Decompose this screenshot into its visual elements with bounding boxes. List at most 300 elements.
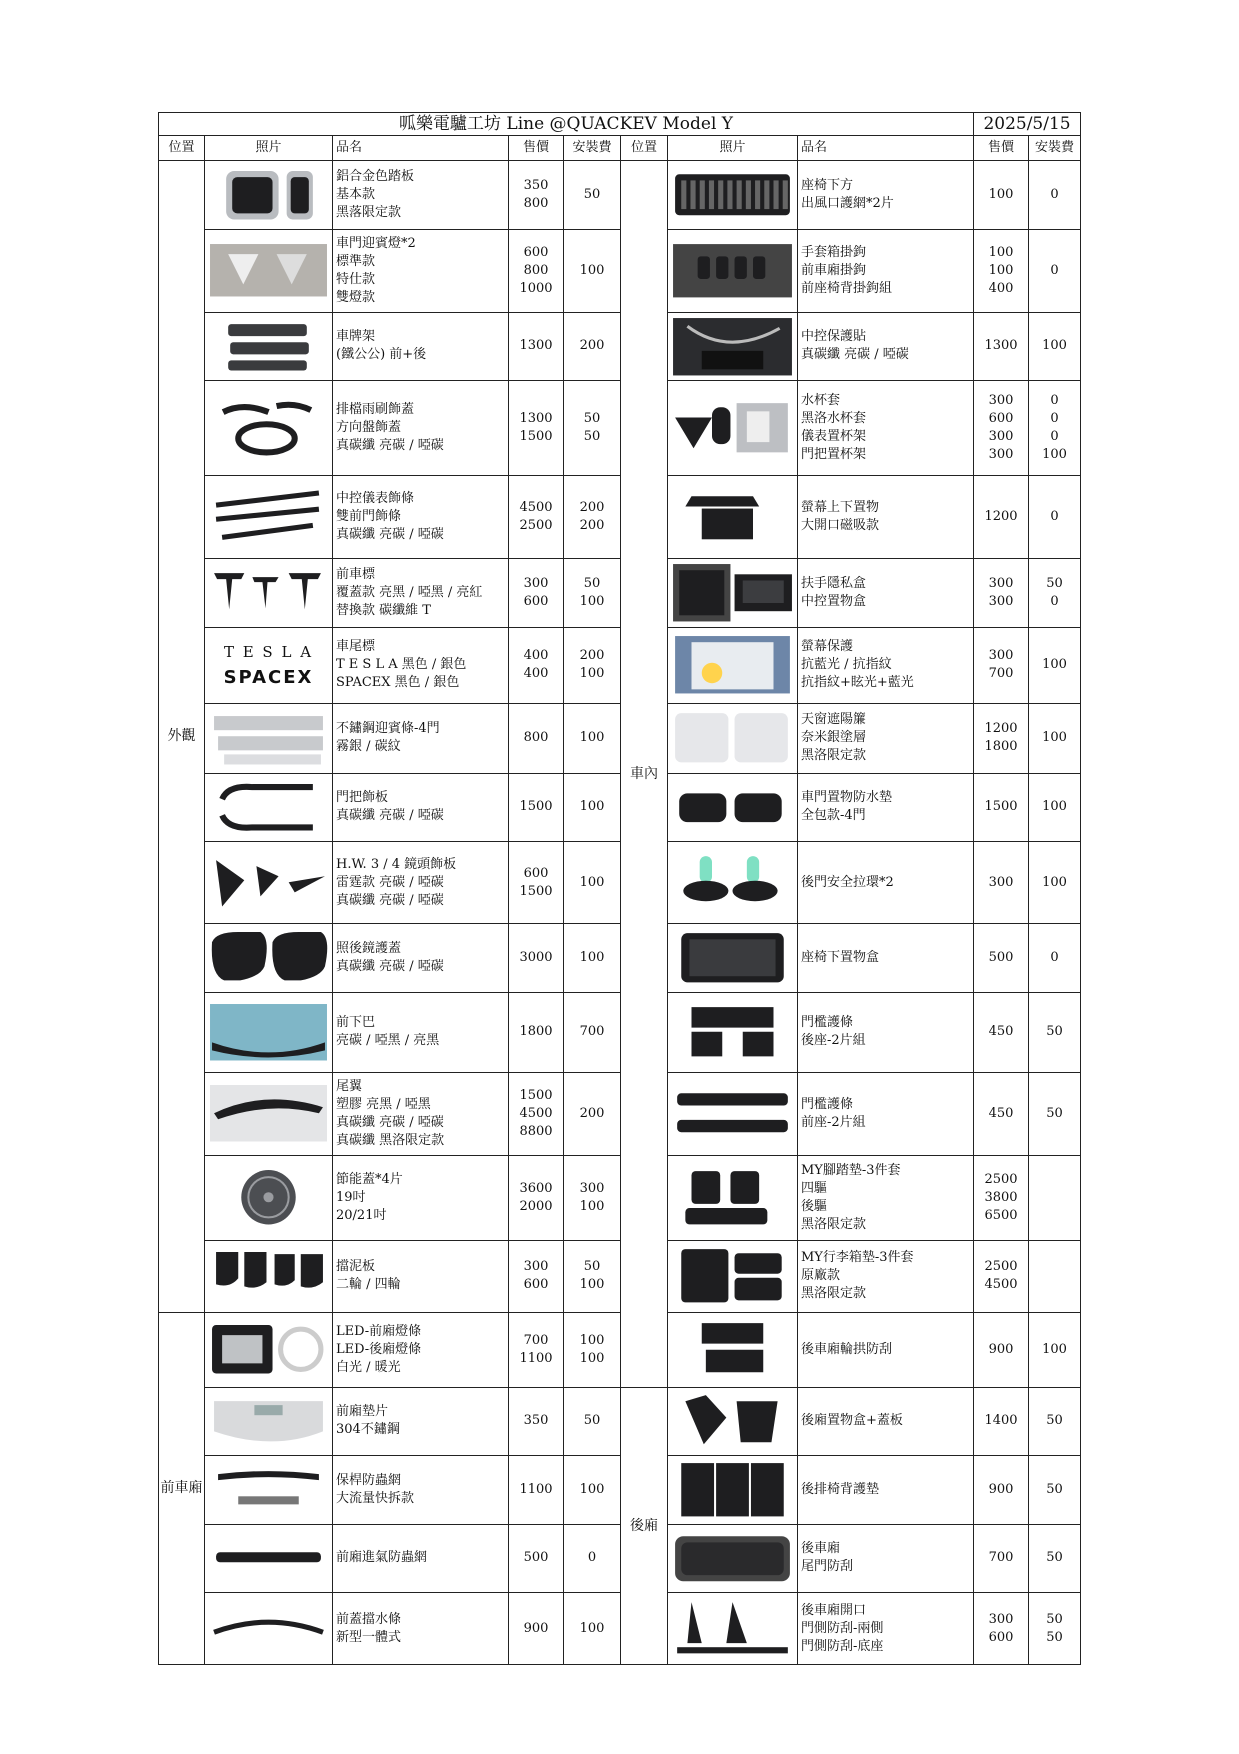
price-list-table bbox=[158, 112, 1081, 1665]
item-install-fee bbox=[564, 1240, 621, 1312]
table-row bbox=[159, 842, 1081, 924]
text-line: 300 bbox=[988, 874, 1014, 890]
text-line: 100 bbox=[579, 730, 605, 745]
photo-cell bbox=[668, 312, 798, 381]
text-line: 50 bbox=[583, 1259, 601, 1274]
floor-mat-icon bbox=[671, 1167, 794, 1229]
text-line: 1200 bbox=[984, 721, 1018, 736]
photo-cell bbox=[205, 312, 333, 381]
text-line: 3000 bbox=[519, 949, 553, 965]
photo-cell bbox=[668, 924, 798, 993]
text-line: 0 bbox=[1050, 949, 1059, 965]
text-line: 真碳纖 亮碳 / 啞碳 bbox=[336, 808, 444, 824]
col-location-right: 位置 bbox=[621, 136, 668, 161]
item-price bbox=[974, 559, 1029, 628]
item-name bbox=[798, 312, 974, 381]
item-name bbox=[798, 476, 974, 559]
text-line: LED-前廂燈條 bbox=[336, 1323, 422, 1339]
text-line: 1800 bbox=[519, 1024, 553, 1039]
text-line: 4500 bbox=[984, 1277, 1018, 1292]
item-install-fee bbox=[1029, 381, 1081, 476]
item-install-fee bbox=[564, 1593, 621, 1665]
text-line: 100 bbox=[1042, 730, 1067, 745]
item-price bbox=[509, 1593, 564, 1665]
item-install-fee bbox=[1029, 1456, 1081, 1525]
text-line: 0 bbox=[1050, 262, 1059, 278]
text-line: 4500 bbox=[519, 1105, 553, 1121]
text-line: 雙前門飾條 bbox=[336, 509, 402, 524]
photo-cell bbox=[668, 559, 798, 628]
text-line: 擋泥板 bbox=[336, 1259, 376, 1274]
screen-tray-icon bbox=[671, 486, 794, 548]
photo-cell bbox=[668, 381, 798, 476]
camera-trim-icon bbox=[208, 852, 329, 913]
item-price bbox=[509, 476, 564, 559]
item-name bbox=[333, 703, 509, 773]
item-name bbox=[798, 842, 974, 924]
text-line: 後車廂開口 bbox=[801, 1602, 867, 1618]
location-frunk: 前車廂 bbox=[159, 1312, 205, 1665]
text-line: 600 bbox=[988, 411, 1014, 426]
col-price: 售價 bbox=[509, 136, 564, 161]
text-line: 抗藍光 / 抗指紋 bbox=[801, 657, 892, 672]
text-line: 二輪 / 四輪 bbox=[336, 1277, 401, 1292]
text-line: 700 bbox=[988, 1550, 1014, 1566]
text-line: 前座-2片組 bbox=[801, 1114, 866, 1130]
text-line: 黑洛限定款 bbox=[801, 1286, 867, 1301]
item-install-fee bbox=[564, 161, 621, 230]
photo-cell bbox=[205, 1072, 333, 1155]
text-line: 700 bbox=[988, 666, 1014, 681]
text-line: 50 bbox=[583, 1413, 601, 1429]
location-exterior: 外觀 bbox=[159, 161, 205, 1313]
text-line: 扶手隱私盒 bbox=[801, 575, 867, 591]
text-line: 100 bbox=[579, 666, 605, 681]
text-line: 0 bbox=[587, 1550, 597, 1566]
under-seat-box-icon bbox=[671, 927, 794, 989]
frunk-pad-icon bbox=[208, 1391, 329, 1452]
photo-cell bbox=[668, 1387, 798, 1456]
item-name bbox=[333, 924, 509, 993]
item-install-fee bbox=[564, 1387, 621, 1456]
photo-cell bbox=[205, 1312, 333, 1387]
cup-holder-icon bbox=[671, 397, 794, 459]
item-install-fee bbox=[1029, 229, 1081, 312]
text-line: 50 bbox=[1046, 1629, 1063, 1645]
item-name bbox=[333, 1593, 509, 1665]
text-line: 排檔雨刷飾蓋 bbox=[336, 402, 415, 417]
table-row bbox=[159, 1387, 1081, 1456]
item-name bbox=[798, 1240, 974, 1312]
title-row bbox=[159, 113, 1081, 136]
col-photo: 照片 bbox=[205, 136, 333, 161]
seat-vent-grille-icon bbox=[671, 164, 794, 226]
text-line: 節能蓋*4片 bbox=[336, 1171, 403, 1187]
safety-pull-ring-icon bbox=[671, 852, 794, 914]
text-line: 100 bbox=[579, 949, 605, 965]
photo-cell bbox=[668, 1240, 798, 1312]
photo-cell bbox=[205, 924, 333, 993]
text-line: 300 bbox=[988, 447, 1014, 462]
text-line: 1100 bbox=[519, 1350, 553, 1366]
table-row bbox=[159, 1312, 1081, 1387]
item-install-fee bbox=[564, 476, 621, 559]
photo-cell bbox=[668, 992, 798, 1072]
col-item-name: 品名 bbox=[333, 136, 509, 161]
item-price bbox=[974, 1387, 1029, 1456]
text-line: 50 bbox=[583, 429, 601, 444]
text-line: 替換款 碳纖維 T bbox=[336, 602, 431, 618]
item-install-fee bbox=[564, 1155, 621, 1240]
trunk-opening-guard-icon bbox=[671, 1598, 794, 1660]
item-install-fee bbox=[564, 773, 621, 842]
text-line: 1500 bbox=[519, 799, 553, 815]
text-line: 200 bbox=[579, 648, 605, 663]
text-line: 鋁合金色踏板 bbox=[336, 168, 415, 184]
item-install-fee bbox=[1029, 1240, 1081, 1312]
license-plate-frame-icon bbox=[208, 316, 329, 377]
item-install-fee bbox=[1029, 312, 1081, 381]
photo-cell bbox=[205, 381, 333, 476]
item-price bbox=[974, 992, 1029, 1072]
text-line: 400 bbox=[523, 648, 549, 663]
text-line: 真碳纖 亮碳 / 啞碳 bbox=[336, 527, 444, 542]
text-line: 0 bbox=[1050, 509, 1059, 524]
text-line: 800 bbox=[523, 195, 549, 211]
table-row bbox=[159, 924, 1081, 993]
text-line: 前下巴 bbox=[336, 1015, 376, 1030]
item-name bbox=[798, 229, 974, 312]
text-line: 800 bbox=[523, 730, 549, 745]
text-line: 800 bbox=[523, 262, 549, 278]
item-install-fee bbox=[564, 381, 621, 476]
item-install-fee bbox=[1029, 992, 1081, 1072]
text-line: 螢幕保護 bbox=[801, 639, 854, 654]
item-name bbox=[333, 559, 509, 628]
text-line: 新型一體式 bbox=[336, 1629, 402, 1645]
text-line: 前車廂掛鉤 bbox=[801, 262, 867, 278]
wheel-arch-guard-icon bbox=[671, 1319, 794, 1381]
item-price bbox=[974, 1312, 1029, 1387]
item-install-fee bbox=[1029, 161, 1081, 230]
text-line: 100 bbox=[1042, 657, 1067, 672]
photo-cell bbox=[668, 1456, 798, 1525]
photo-cell bbox=[205, 476, 333, 559]
wheel-cover-icon bbox=[208, 1167, 329, 1228]
photo-cell bbox=[205, 1456, 333, 1525]
trunk-mat-icon bbox=[671, 1245, 794, 1307]
seatback-pad-icon bbox=[671, 1459, 794, 1521]
text-line: 700 bbox=[579, 1024, 605, 1039]
console-cover-icon bbox=[671, 316, 794, 378]
item-name bbox=[333, 992, 509, 1072]
text-line: 真碳纖 亮碳 / 啞碳 bbox=[336, 438, 444, 453]
text-line: 900 bbox=[523, 1620, 549, 1636]
text-line: 2500 bbox=[984, 1259, 1018, 1274]
text-line: 400 bbox=[988, 280, 1014, 296]
text-line: 50 bbox=[1046, 1413, 1063, 1429]
text-line: 車尾標 bbox=[336, 639, 376, 654]
text-line: 出風口護網*2片 bbox=[801, 195, 894, 211]
water-strip-icon bbox=[208, 1598, 329, 1659]
photo-cell bbox=[668, 229, 798, 312]
spacex-lettering: SPACEX bbox=[223, 667, 314, 688]
text-line: 350 bbox=[523, 1413, 549, 1429]
photo-cell bbox=[668, 161, 798, 230]
text-line: 亮碳 / 啞黑 / 亮黑 bbox=[336, 1033, 440, 1048]
location-trunk: 後廂 bbox=[621, 1387, 668, 1665]
text-line: 100 bbox=[988, 262, 1014, 278]
text-line: 雷霆款 亮碳 / 啞碳 bbox=[336, 874, 444, 890]
photo-cell bbox=[668, 842, 798, 924]
table-row bbox=[159, 381, 1081, 476]
table-row bbox=[159, 1240, 1081, 1312]
item-price bbox=[974, 703, 1029, 773]
text-line: 車門迎賓燈*2 bbox=[336, 235, 416, 251]
text-line: 2500 bbox=[984, 1171, 1018, 1187]
text-line: 200 bbox=[579, 1105, 605, 1121]
rear-lettering-icon bbox=[208, 639, 329, 691]
table-row bbox=[159, 476, 1081, 559]
item-install-fee bbox=[1029, 476, 1081, 559]
location-interior: 車內 bbox=[621, 161, 668, 1388]
text-line: 後座-2片組 bbox=[801, 1033, 866, 1048]
item-install-fee bbox=[564, 1312, 621, 1387]
text-line: 50 bbox=[1046, 1105, 1063, 1121]
text-line: 1500 bbox=[984, 799, 1018, 815]
text-line: 600 bbox=[523, 865, 549, 881]
item-price bbox=[509, 381, 564, 476]
text-line: 前廂墊片 bbox=[336, 1404, 389, 1420]
text-line: 100 bbox=[1042, 447, 1067, 462]
item-name bbox=[798, 1312, 974, 1387]
door-handle-trim-icon bbox=[208, 777, 329, 838]
text-line: 奈米銀塗層 bbox=[801, 730, 867, 745]
text-line: 1400 bbox=[984, 1413, 1018, 1429]
table-row bbox=[159, 992, 1081, 1072]
item-name bbox=[333, 381, 509, 476]
photo-cell bbox=[205, 703, 333, 773]
item-name bbox=[798, 381, 974, 476]
text-line: 100 bbox=[1042, 874, 1067, 890]
item-price bbox=[974, 773, 1029, 842]
item-name bbox=[798, 1072, 974, 1155]
item-name bbox=[333, 476, 509, 559]
item-price bbox=[974, 1456, 1029, 1525]
text-line: 不鏽鋼迎賓條-4門 bbox=[336, 721, 440, 736]
text-line: 門檻護條 bbox=[801, 1015, 854, 1030]
text-line: 1500 bbox=[519, 883, 553, 899]
text-line: 後廂置物盒+蓋板 bbox=[801, 1413, 903, 1429]
text-line: 全包款-4門 bbox=[801, 808, 866, 824]
text-line: 1000 bbox=[519, 280, 553, 296]
text-line: 1500 bbox=[519, 1087, 553, 1103]
text-line: 門側防刮-兩側 bbox=[801, 1620, 884, 1636]
table-row bbox=[159, 559, 1081, 628]
item-name bbox=[798, 559, 974, 628]
photo-cell bbox=[205, 1524, 333, 1593]
text-line: 後排椅背護墊 bbox=[801, 1481, 880, 1497]
text-line: 尾翼 bbox=[336, 1078, 363, 1094]
text-line: 1300 bbox=[984, 338, 1018, 354]
screen-protector-icon bbox=[671, 634, 794, 696]
item-price bbox=[974, 476, 1029, 559]
text-line: 300 bbox=[988, 593, 1014, 609]
door-pocket-mat-icon bbox=[671, 777, 794, 839]
text-line: 1500 bbox=[519, 429, 553, 444]
item-price bbox=[509, 1312, 564, 1387]
hook-set-icon bbox=[671, 240, 794, 302]
text-line: 螢幕上下置物 bbox=[801, 500, 880, 515]
photo-cell bbox=[205, 1387, 333, 1456]
item-install-fee bbox=[564, 1072, 621, 1155]
text-line: 50 bbox=[583, 575, 601, 591]
text-line: 300 bbox=[988, 1611, 1014, 1627]
text-line: 50 bbox=[1046, 575, 1063, 591]
table-row bbox=[159, 703, 1081, 773]
text-line: 真碳纖 亮碳 / 啞碳 bbox=[336, 958, 444, 974]
item-price bbox=[974, 1593, 1029, 1665]
text-line: 300 bbox=[988, 575, 1014, 591]
item-name bbox=[798, 161, 974, 230]
item-price bbox=[509, 229, 564, 312]
trunk-side-box-icon bbox=[671, 1391, 794, 1453]
text-line: 0 bbox=[1050, 186, 1059, 202]
item-price bbox=[509, 1155, 564, 1240]
table-row bbox=[159, 1593, 1081, 1665]
tailgate-guard-icon bbox=[671, 1528, 794, 1590]
table-row bbox=[159, 1456, 1081, 1525]
text-line: 300 bbox=[523, 575, 549, 591]
item-name bbox=[798, 1593, 974, 1665]
item-name bbox=[798, 627, 974, 703]
item-name bbox=[798, 1524, 974, 1593]
text-line: 8800 bbox=[519, 1123, 553, 1139]
text-line: 304不鏽鋼 bbox=[336, 1422, 400, 1438]
door-welcome-light-icon bbox=[208, 240, 329, 301]
text-line: 50 bbox=[1046, 1550, 1063, 1566]
led-strip-icon bbox=[208, 1319, 329, 1380]
text-line: 手套箱掛鉤 bbox=[801, 244, 867, 260]
text-line: 水杯套 bbox=[801, 393, 841, 408]
text-line: 照後鏡護蓋 bbox=[336, 940, 402, 956]
text-line: 門檻護條 bbox=[801, 1096, 854, 1112]
text-line: 座椅下方 bbox=[801, 177, 854, 193]
col-install-fee: 安裝費 bbox=[564, 136, 621, 161]
text-line: 300 bbox=[988, 648, 1014, 663]
photo-cell bbox=[668, 1155, 798, 1240]
photo-cell bbox=[205, 1593, 333, 1665]
photo-cell bbox=[205, 842, 333, 924]
pedal-cover-icon bbox=[208, 165, 329, 226]
item-price bbox=[509, 559, 564, 628]
front-emblem-icon bbox=[208, 563, 329, 624]
item-price bbox=[974, 1072, 1029, 1155]
item-install-fee bbox=[564, 627, 621, 703]
text-line: 大開口磁吸款 bbox=[801, 518, 880, 533]
tesla-lettering: T E S L A bbox=[223, 643, 314, 661]
item-price bbox=[974, 1524, 1029, 1593]
item-price bbox=[974, 924, 1029, 993]
text-line: 四驅 bbox=[801, 1180, 828, 1196]
text-line: 3800 bbox=[984, 1189, 1018, 1205]
photo-cell bbox=[668, 703, 798, 773]
item-install-fee bbox=[564, 992, 621, 1072]
text-line: 100 bbox=[579, 1620, 605, 1636]
item-price bbox=[509, 1387, 564, 1456]
text-line: 黑洛限定款 bbox=[801, 1216, 867, 1232]
text-line: 座椅下置物盒 bbox=[801, 949, 880, 965]
col-price-right: 售價 bbox=[974, 136, 1029, 161]
text-line: LED-後廂燈條 bbox=[336, 1341, 422, 1357]
item-name bbox=[333, 1155, 509, 1240]
item-name bbox=[333, 627, 509, 703]
item-price bbox=[509, 924, 564, 993]
item-name bbox=[333, 1312, 509, 1387]
item-name bbox=[333, 312, 509, 381]
text-line: 6500 bbox=[984, 1207, 1018, 1223]
item-price bbox=[974, 381, 1029, 476]
item-install-fee bbox=[1029, 1593, 1081, 1665]
photo-cell bbox=[205, 773, 333, 842]
photo-cell bbox=[668, 1524, 798, 1593]
photo-cell bbox=[668, 1593, 798, 1665]
photo-cell bbox=[668, 627, 798, 703]
text-line: 1200 bbox=[984, 509, 1018, 524]
text-line: 19吋 bbox=[336, 1189, 366, 1205]
text-line: 0 bbox=[1050, 411, 1059, 426]
item-price bbox=[509, 1240, 564, 1312]
text-line: 特仕款 bbox=[336, 271, 376, 287]
text-line: 1100 bbox=[519, 1481, 553, 1497]
item-install-fee bbox=[1029, 559, 1081, 628]
col-photo-right: 照片 bbox=[668, 136, 798, 161]
text-line: 大流量快拆款 bbox=[336, 1490, 415, 1506]
item-install-fee bbox=[564, 1456, 621, 1525]
text-line: 中控置物盒 bbox=[801, 593, 867, 609]
text-line: 200 bbox=[579, 338, 605, 354]
item-price bbox=[509, 842, 564, 924]
item-name bbox=[798, 773, 974, 842]
intake-mesh-icon bbox=[208, 1528, 329, 1589]
table-row bbox=[159, 1155, 1081, 1240]
text-line: 100 bbox=[579, 1481, 605, 1497]
text-line: 黑洛水杯套 bbox=[801, 411, 867, 426]
photo-cell bbox=[205, 1155, 333, 1240]
item-price bbox=[509, 312, 564, 381]
text-line: 100 bbox=[579, 262, 605, 278]
text-line: 塑膠 亮黑 / 啞黑 bbox=[336, 1096, 431, 1112]
item-install-fee bbox=[1029, 773, 1081, 842]
text-line: 500 bbox=[523, 1550, 549, 1566]
spoiler-icon bbox=[208, 1083, 329, 1144]
text-line: 真碳纖 亮碳 / 啞碳 bbox=[336, 892, 444, 908]
table-row bbox=[159, 229, 1081, 312]
text-line: 真碳纖 亮碳 / 啞碳 bbox=[801, 347, 909, 363]
text-line: 3600 bbox=[519, 1180, 553, 1196]
item-name bbox=[333, 773, 509, 842]
text-line: 雙燈款 bbox=[336, 289, 376, 305]
sunshade-icon bbox=[671, 707, 794, 769]
dash-trim-strip-icon bbox=[208, 487, 329, 548]
text-line: 100 bbox=[579, 1332, 605, 1348]
item-price bbox=[974, 627, 1029, 703]
photo-cell bbox=[205, 1240, 333, 1312]
item-name bbox=[333, 1072, 509, 1155]
item-price bbox=[509, 992, 564, 1072]
text-line: 門把飾板 bbox=[336, 790, 389, 806]
item-name bbox=[333, 1524, 509, 1593]
